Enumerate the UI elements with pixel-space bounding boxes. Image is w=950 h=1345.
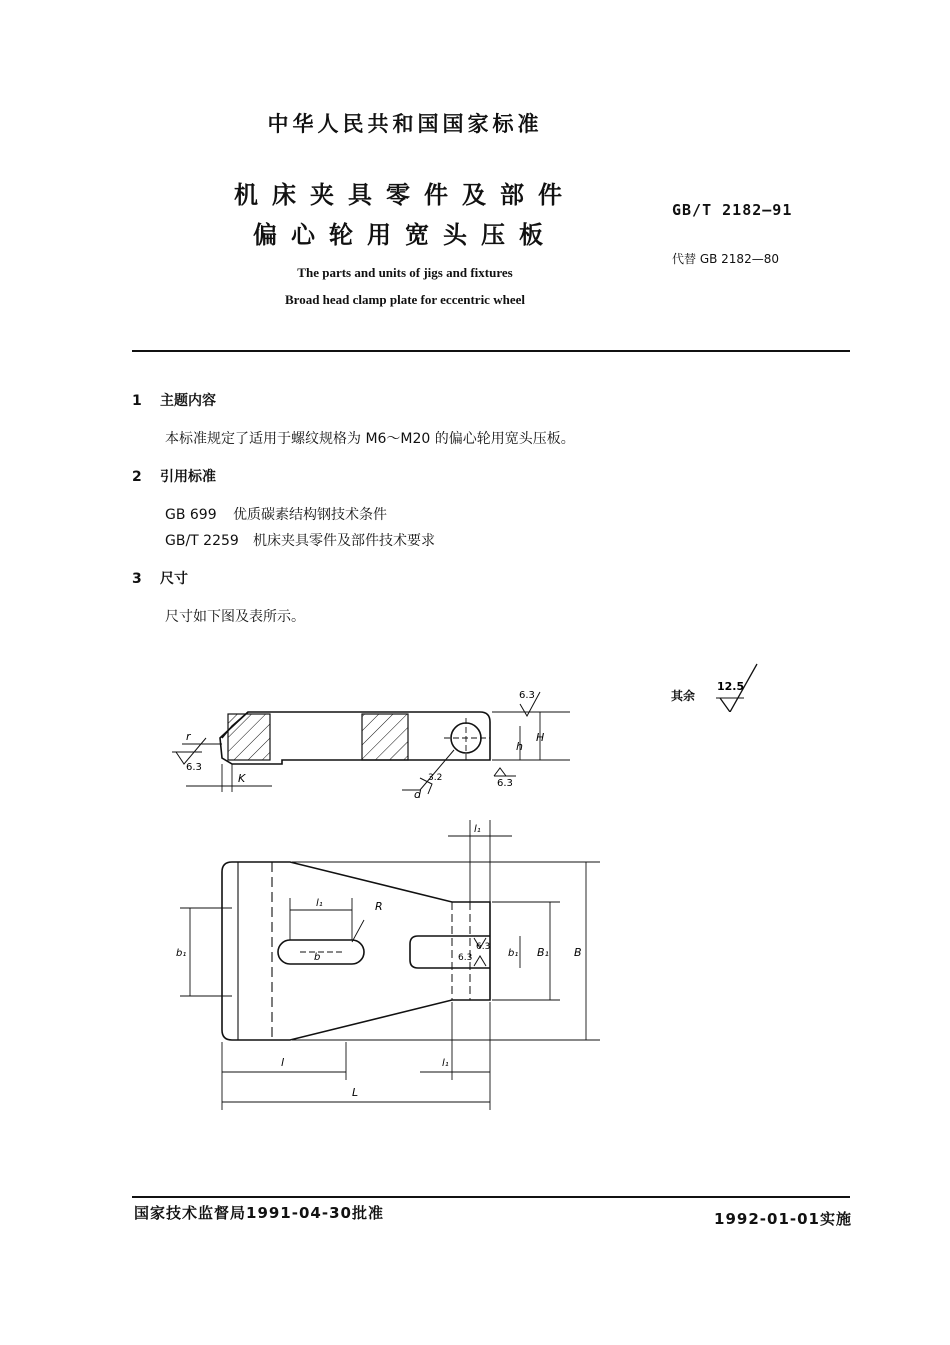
section-number: 3 [132,571,142,587]
label-R: R [375,900,383,913]
section-number: 1 [132,393,142,409]
label-b1-right: b₁ [508,948,519,959]
technical-drawing [0,640,950,1180]
label-l1-slot: l₁ [316,898,323,909]
standard-code: GB/T 2182—91 [672,201,793,219]
section-number: 2 [132,469,142,485]
replaces-standard: 代替 GB 2182—80 [672,252,779,266]
label-B: B [574,946,582,959]
roughness-bottom: 6.3 [497,778,513,789]
reference-title: 机床夹具零件及部件技术要求 [253,533,435,549]
roughness-left: 6.3 [186,762,202,773]
english-title-2: Broad head clamp plate for eccentric wheel [285,292,525,307]
section-1-heading [132,390,216,410]
label-B1: B₁ [537,946,549,959]
reference-code: GB/T 2259 [165,533,239,549]
label-H: H [536,731,545,744]
effective-date: 1992-01-01实施 [714,1210,852,1228]
roughness-upper: 6.3 [476,942,491,952]
section-3-heading [132,568,188,588]
label-k: K [238,772,246,785]
label-l1-bottom: l₁ [442,1058,449,1069]
section-title: 引用标准 [160,469,216,485]
roughness-value: 12.5 [717,680,745,693]
right-pocket [410,936,490,968]
section-title: 主题内容 [160,393,216,409]
roughness-lower: 6.3 [458,953,473,963]
reference-title: 优质碳素结构钢技术条件 [233,507,387,523]
label-L: L [352,1086,359,1099]
roughness-hole: 3.2 [428,773,443,783]
label-b1-left: b₁ [176,948,187,959]
label-b: b [314,952,321,963]
label-h: h [516,740,523,753]
label-r: r [186,730,191,743]
reference-item [165,504,387,524]
footer-rule [132,1196,850,1198]
header-rule [132,350,850,352]
title-line-1: 机床夹具零件及部件 [234,181,576,209]
reference-code: GB 699 [165,507,217,523]
label-l1-top: l₁ [474,824,481,835]
section-1-text: 本标准规定了适用于螺纹规格为 M6～M20 的偏心轮用宽头压板。 [165,431,575,447]
approval-info: 国家技术监督局1991-04-30批准 [134,1204,384,1222]
plate-plan-outline [222,862,490,1040]
label-d: d [414,788,421,801]
section-3-text: 尺寸如下图及表所示。 [165,609,305,625]
remaining-roughness-label: 其余 [671,689,696,703]
top-view [180,820,600,1110]
section-2-heading [132,466,216,486]
roughness-top: 6.3 [519,690,535,701]
national-standard-heading: 中华人民共和国国家标准 [267,112,543,136]
label-l: l [281,1056,285,1069]
hatch-section-middle [362,714,408,760]
section-title: 尺寸 [160,571,188,587]
english-title-1: The parts and units of jigs and fixtures [297,265,513,280]
reference-item [165,530,435,550]
title-line-2: 偏心轮用宽头压板 [253,221,557,249]
hatch-section-left [228,714,270,760]
